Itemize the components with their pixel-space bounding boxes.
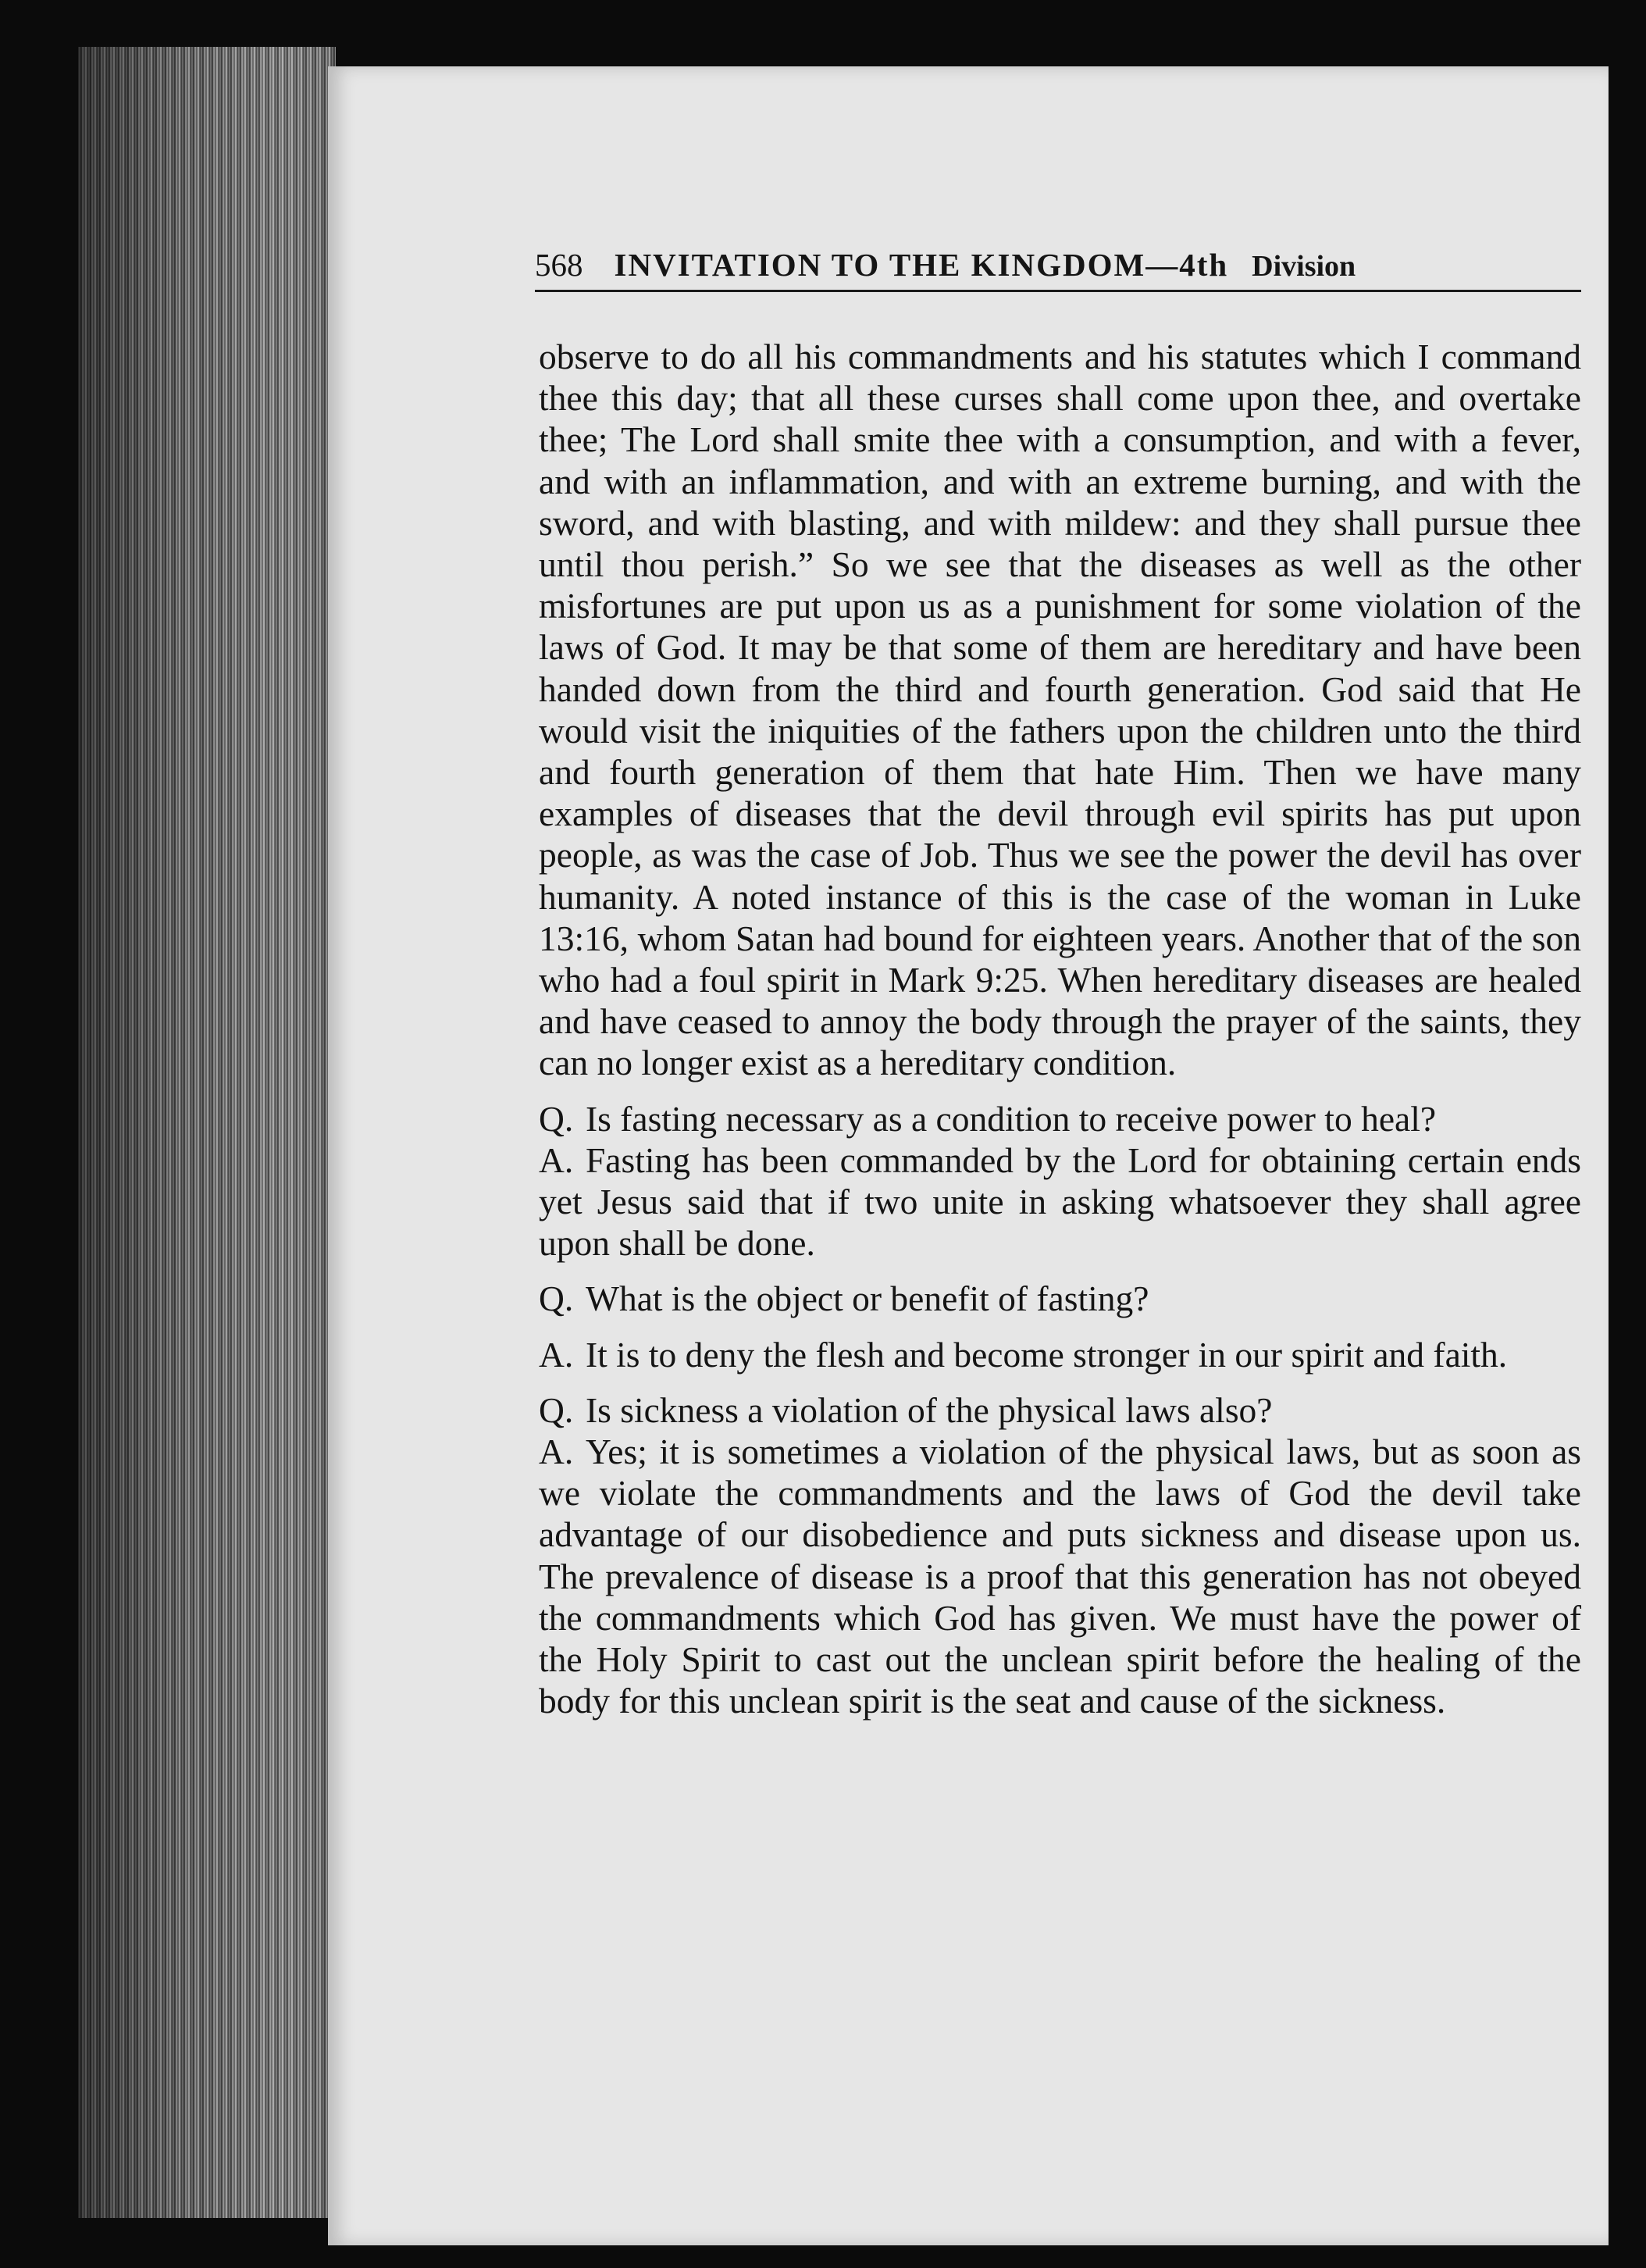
question-1 bbox=[539, 1098, 1581, 1139]
question-2 bbox=[539, 1278, 1581, 1319]
book-page-edges bbox=[78, 47, 336, 2218]
division-label: Division bbox=[1252, 250, 1356, 283]
qa-text: What is the object or benefit of fasting? bbox=[586, 1278, 1149, 1319]
qa-label: A. bbox=[539, 1432, 574, 1472]
answer-1 bbox=[539, 1139, 1581, 1264]
qa-text: It is to deny the flesh and become stronger in our spirit and faith. bbox=[586, 1334, 1508, 1375]
book-page bbox=[328, 66, 1609, 2245]
page-number: 568 bbox=[535, 247, 583, 283]
page-body bbox=[539, 336, 1581, 1722]
qa-text: Fasting has been commanded by the Lord for obtaining certain ends yet Jesus said that if two unite in asking whatsoever they shall agree upon shall be done. bbox=[539, 1139, 1581, 1264]
qa-text: Is sickness a violation of the physical laws also? bbox=[586, 1389, 1273, 1430]
question-3 bbox=[539, 1389, 1581, 1431]
qa-label: A. bbox=[539, 1139, 574, 1180]
qa-label: Q. bbox=[539, 1389, 574, 1430]
running-title: INVITATION TO THE KINGDOM—4th bbox=[614, 247, 1229, 283]
answer-2 bbox=[539, 1334, 1581, 1375]
qa-text: Yes; it is sometimes a violation of the physical laws, but as soon as we violate the commandments and the laws of God the devil take advantage of our disobedience and puts sickness and disease upon us. The prevalence of disease is a proof that this generation has not obeyed the commandments which God has given. We must have the power of the Holy Spirit to cast out the unclean spirit before the healing of the body for this unclean spirit is the seat and cause of the sickness. bbox=[539, 1432, 1581, 1721]
running-header bbox=[535, 246, 1581, 292]
answer-3 bbox=[539, 1431, 1581, 1721]
qa-label: Q. bbox=[539, 1278, 574, 1319]
qa-label: A. bbox=[539, 1334, 574, 1375]
qa-label: Q. bbox=[539, 1098, 574, 1139]
body-paragraph: observe to do all his commandments and his statutes which I command thee this day; that all these curses shall come upon thee, and overtake thee; The Lord shall smite thee with a consumption, and with a fever, and with an inflammation, and with an extreme burning, and with the sword, and with blasting, and with mildew: and they shall pursue thee until thou perish.” So we see that the diseases as well as the other misfortunes are put upon us as a punishment for some violation of the laws of God. It may be that some of them are hereditary and have been handed down from the third and fourth generation. God said that He would visit the iniquities of the fathers upon the children unto the third and fourth generation of them that hate Him. Then we have many examples of diseases that the devil through evil spirits has put upon people, as was the case of Job. Thus we see the power the devil has over humanity. A noted instance of this is the case of the woman in Luke 13:16, whom Satan had bound for eighteen years. Another that of the son who had a foul spirit in Mark 9:25. When hereditary diseases are healed and have ceased to annoy the body through the prayer of the saints, they can no longer exist as a hereditary condition. bbox=[539, 337, 1581, 1083]
qa-text: Is fasting necessary as a condition to receive power to heal? bbox=[586, 1098, 1437, 1139]
